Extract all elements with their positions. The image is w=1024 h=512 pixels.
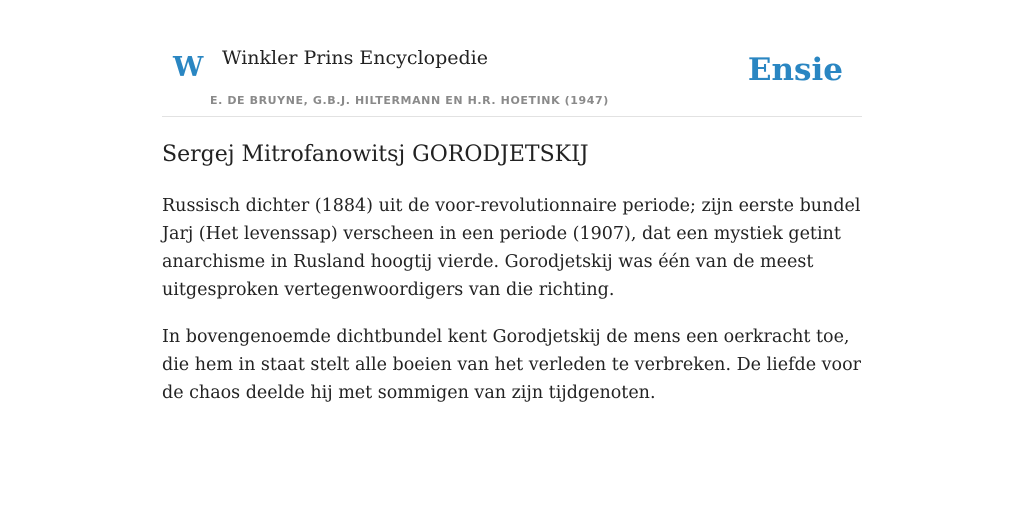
article-body [162,192,862,426]
source-authors: E. DE BRUYNE, G.B.J. HILTERMANN EN H.R. HOETINK (1947) [210,94,609,107]
article-paragraph: Russisch dichter (1884) uit de voor-revolutionnaire periode; zijn eerste bundel Jarj (Het levenssap) verscheen in een periode (1907), dat een mystiek getint anarchisme in Rusland hoogtij vierde. Gorodjetskij was één van de meest uitgesproken vertegenwoordigers van die richting. [162,196,861,300]
article-paragraph: In bovengenoemde dichtbundel kent Gorodjetskij de mens een oerkracht toe, die hem in staat stelt alle boeien van het verleden te verbreken. De liefde voor de chaos deelde hij met sommigen van zijn tijdgenoten. [162,327,861,403]
source-header [162,0,862,117]
source-title[interactable]: Winkler Prins Encyclopedie [222,47,488,69]
article-title: Sergej Mitrofanowitsj GORODJETSKIJ [162,142,589,167]
brand-logo-link[interactable]: Ensie [747,52,843,88]
source-logo: W [173,52,204,83]
